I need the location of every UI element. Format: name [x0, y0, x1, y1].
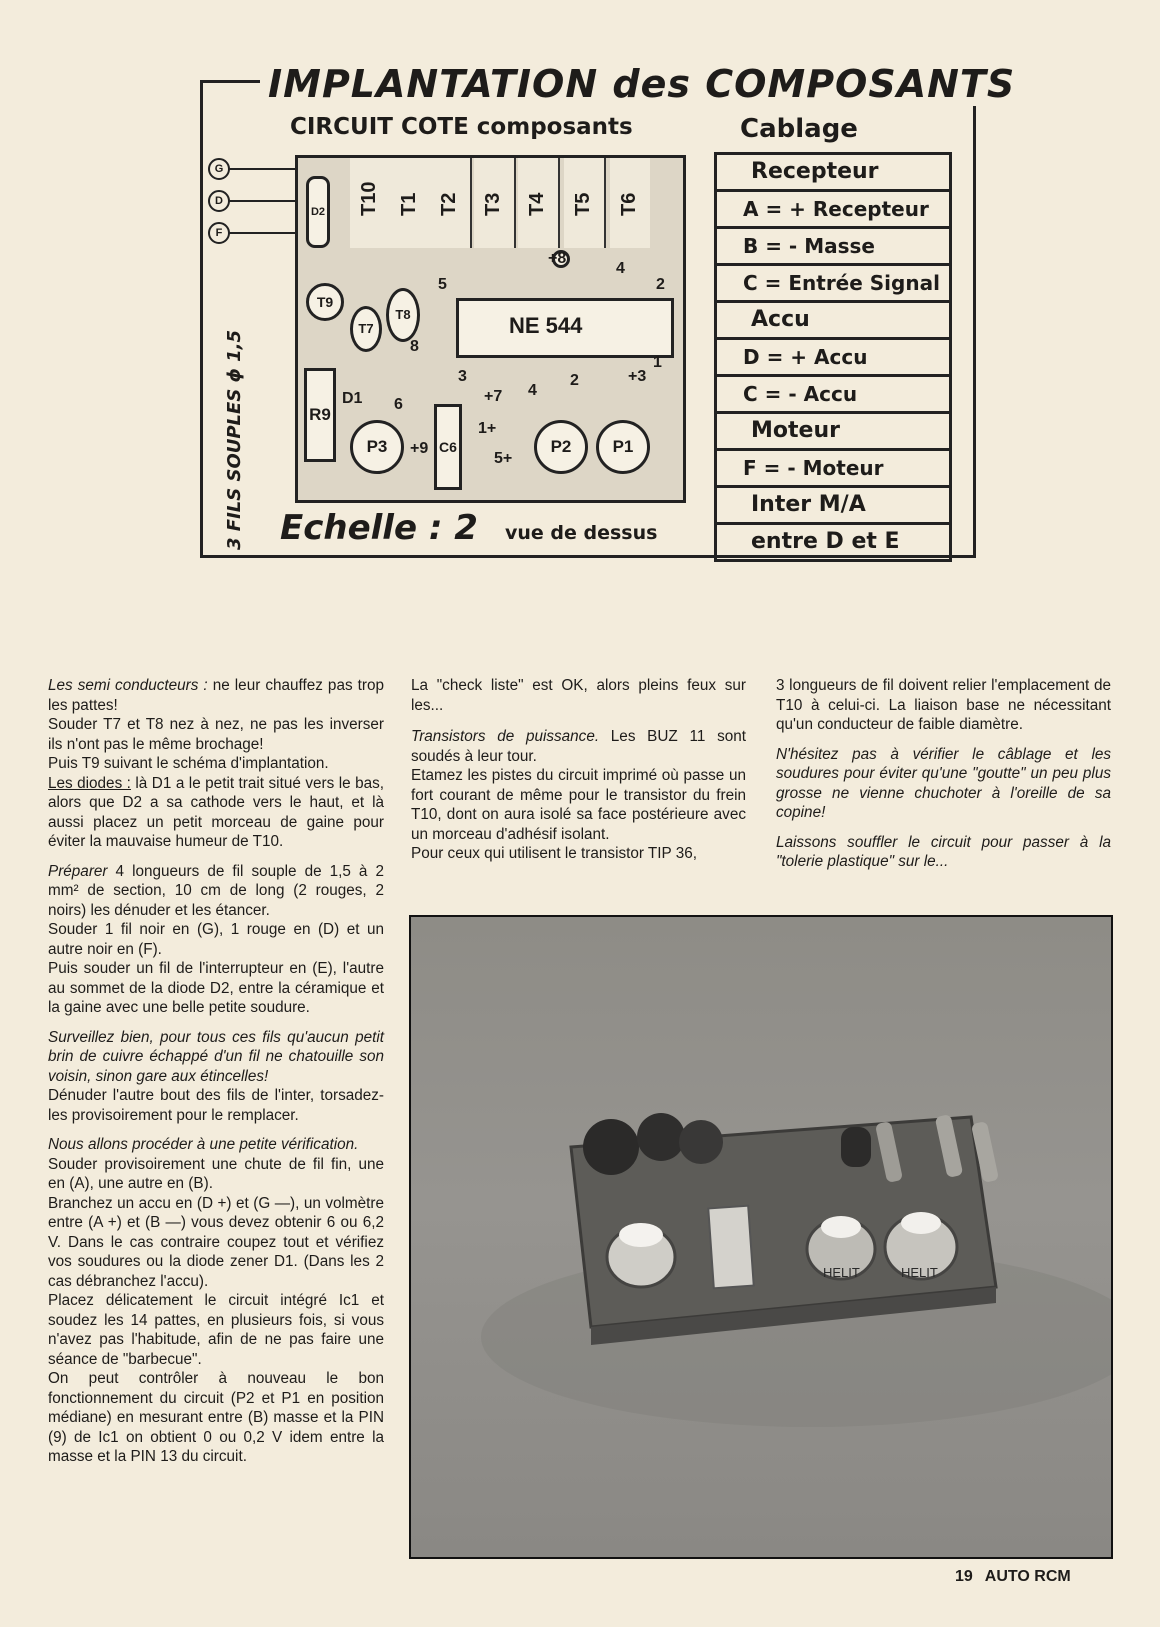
paragraph [48, 676, 384, 715]
wiring-table-row: B = - Masse [717, 229, 949, 266]
wiring-table [714, 152, 952, 562]
wiring-table-heading: Recepteur [717, 155, 949, 192]
wiring-table-row: C = - Accu [717, 377, 949, 414]
wiring-table-row: A = + Recepteur [717, 192, 949, 229]
potentiometer-p1: P1 [596, 420, 650, 474]
paragraph: Branchez un accu en (D +) et (G —), un volmètre entre (A +) et (B —) vous devez obtenir 6 ou 6,2 V. Dans le cas contraire coupez tout et vérifiez vos soudures ou la diode zener D1. (Dans les 2 cas débranchez l'accu). [48, 1194, 384, 1290]
text: ne leur chauffez pas trop les pattes! [48, 677, 384, 714]
lead-wire [220, 232, 295, 234]
italic-lead: Transistors de puissance. [411, 728, 600, 745]
paragraph: Pour ceux qui utilisent le transistor TIP 36, [411, 845, 697, 862]
pin-number: 1+ [478, 420, 497, 437]
text: 4 longueurs de fil souple de 1,5 à 2 mm² de section, 10 cm de long (2 rouges, 2 noirs) les dénuder et les étancer. [48, 862, 384, 919]
frame-border [200, 80, 203, 558]
text-column-1 [48, 676, 384, 1467]
transistor-t5: T5 [564, 158, 606, 248]
pin-number: 6 [394, 396, 403, 413]
text: là D1 a le petit trait situé vers le bas, alors que D2 a sa cathode vers le haut, et là aussi placez un petit morceau de gaine pour éviter la mauvaise humeur de T10. [48, 774, 384, 850]
pin-number: 5 [438, 276, 447, 293]
paragraph: Dénuder l'autre bout des fils de l'inter, torsadez-les provisoirement pour le remplacer. [48, 1087, 384, 1124]
diagram-title: IMPLANTATION des COMPOSANTS [260, 62, 1023, 106]
lead-letter-f: F [208, 222, 230, 244]
paragraph [411, 727, 746, 766]
wiring-table-row: D = + Accu [717, 340, 949, 377]
paragraph: Souder T7 et T8 nez à nez, ne pas les inverser ils n'ont pas le même brochage! [48, 716, 384, 753]
potentiometer-p3: P3 [350, 420, 404, 474]
wires-label: 3 FILS SOUPLES ϕ 1,5 [224, 329, 245, 550]
magazine-name: AUTO RCM [984, 1568, 1071, 1585]
circuit-label: CIRCUIT COTE composants [290, 114, 633, 140]
text-column-2 [411, 676, 746, 864]
transistor-t3: T3 [474, 158, 516, 248]
pin-number: 1 [653, 354, 662, 371]
pin-number: +9 [410, 440, 429, 457]
capacitor-c6: C6 [434, 404, 462, 490]
transistor-t9: T9 [306, 283, 344, 321]
photo-illustration [411, 917, 1111, 1557]
frame-border [973, 80, 976, 558]
italic-lead: Les semi conducteurs : [48, 677, 208, 694]
potentiometer-p2: P2 [534, 420, 588, 474]
lead-letter-g: G [208, 158, 230, 180]
paragraph: N'hésitez pas à vérifier le câblage et les soudures pour éviter qu'une "goutte" un peu plus grosse ne vienne chuchoter à l'oreille de sa copine! [776, 745, 1111, 821]
pin-number: 3 [458, 368, 467, 385]
pin-number: +3 [628, 368, 647, 385]
page-number: 19 [955, 1568, 973, 1585]
capacitor-label: HELIT [823, 1265, 860, 1280]
diode-d1-label: D1 [342, 390, 363, 407]
transistor-t6: T6 [610, 158, 650, 248]
underlined-lead: Les diodes : [48, 774, 131, 792]
paragraph: Puis T9 suivant le schéma d'implantation. [48, 755, 329, 772]
pin-number: 2 [570, 372, 579, 389]
lead-letter-d: D [208, 190, 230, 212]
paragraph: Souder 1 fil noir en (G), 1 rouge en (D) et un autre noir en (F). [48, 921, 384, 958]
paragraph: Laissons souffler le circuit pour passer à la "tolerie plastique" sur le... [776, 833, 1111, 870]
capacitor-label: HELIT [901, 1265, 938, 1280]
pin-number: 4 [528, 382, 537, 399]
pin-number: 2 [656, 276, 665, 293]
paragraph [48, 862, 384, 921]
paragraph: Nous allons procéder à une petite vérification. [48, 1136, 359, 1153]
paragraph: On peut contrôler à nouveau le bon fonctionnement du circuit (P2 et P1 en position médiane) en mesurant entre (B) masse et la PIN (9) de Ic1 on obtient 0 ou 0,2 V idem entre la masse et la PIN 13 du circuit. [48, 1370, 384, 1465]
pin-number: 8 [410, 338, 419, 355]
paragraph: Etamez les pistes du circuit imprimé où passe un fort courant de même pour le transistor du frein T10, dont on aura isolé sa face postérieure avec un morceau d'adhésif isolant. [411, 767, 746, 843]
wiring-table-heading: Accu [717, 303, 949, 340]
paragraph: Placez délicatement le circuit intégré Ic1 et soudez les 14 pattes, en plusieurs fois, si vous n'avez pas l'habitude, afin de ne pas faire une séance de "barbecue". [48, 1292, 384, 1368]
transistor-t8: T8 [386, 288, 420, 342]
pin-number: 4 [616, 260, 625, 277]
lead-wire [220, 200, 295, 202]
pin-number: +7 [484, 388, 503, 405]
transistor-t1: T1 [390, 158, 432, 248]
paragraph [48, 774, 384, 852]
transistor-t4: T4 [518, 158, 560, 248]
diode-d2: D2 [306, 176, 330, 248]
pin-number: 5+ [494, 450, 513, 467]
pin-number: +8 [548, 250, 567, 267]
pcb-board [295, 155, 686, 503]
paragraph: Puis souder un fil de l'interrupteur en (E), l'autre au sommet de la diode D2, entre la céramique et la gaine avec une belle petite soudure. [48, 960, 384, 1016]
italic-lead: Préparer [48, 862, 108, 880]
wiring-table-row: F = - Moteur [717, 451, 949, 488]
transistor-t7: T7 [350, 306, 382, 352]
wiring-table-heading: Moteur [717, 414, 949, 451]
transistor-t10: T10 [350, 158, 392, 248]
paragraph: Souder provisoirement une chute de fil fin, une en (A), une autre en (B). [48, 1155, 384, 1192]
circuit-board-photo [409, 915, 1113, 1559]
paragraph: Surveillez bien, pour tous ces fils qu'aucun petit brin de cuivre échappé d'un fil ne chatouille son voisin, sinon gare aux étincelles! [48, 1028, 384, 1085]
view-label: vue de dessus [505, 522, 658, 544]
component-layout-diagram [190, 60, 1016, 590]
wiring-table-heading: Inter M/A [717, 488, 949, 525]
paragraph: La "check liste" est OK, alors pleins feux sur les... [411, 677, 746, 714]
wiring-table-row: C = Entrée Signal [717, 266, 949, 303]
text: Les BUZ 11 sont soudés à leur tour. [411, 728, 746, 765]
ic-ne544: NE 544 [456, 298, 674, 358]
transistor-t2: T2 [430, 158, 472, 248]
text-column-3 [776, 676, 1111, 882]
scale-label: Echelle : 2 [280, 508, 478, 548]
resistor-r9: R9 [304, 368, 336, 462]
wiring-table-heading: entre D et E [751, 529, 900, 554]
cablage-label: Cablage [740, 114, 858, 144]
page-footer [955, 1568, 1071, 1586]
paragraph: 3 longueurs de fil doivent relier l'emplacement de T10 à celui-ci. La liaison base ne nécessitant qu'un conducteur de faible diamètre. [776, 677, 1111, 733]
lead-wire [220, 168, 295, 170]
